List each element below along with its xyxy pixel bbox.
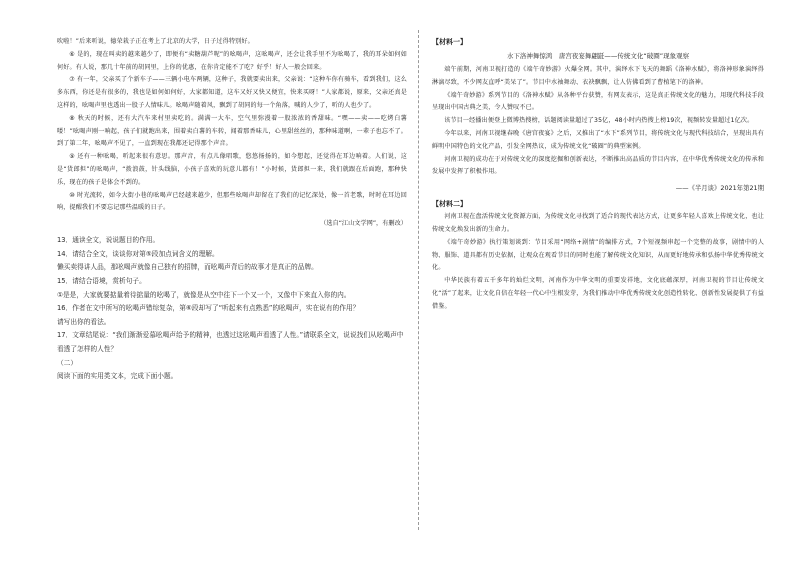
material-paragraph: 端午前期，河南卫视打造的《端午奇妙游》火爆全网。其中，演绎水下飞天的舞蹈《洛神水赋》，将洛神形象演绎得淋漓尽致，不少网友直呼“美呆了”。节目中水袖舞动、衣袂飘飘，让人仿佛看到了曹植笔下的洛神。 xyxy=(432,66,764,86)
question-16: 16．作者在文中所写的吆喝声错综复杂，第⑥段却写了“听起来有点熟悉”的吆喝声，实在说有的作用？ xyxy=(57,304,360,313)
question-14: 14．请结合全文，谈谈你对第⑤段加点词含义的理解。 xyxy=(57,249,219,258)
question-15: 15．请结合语境，赏析句子。 xyxy=(57,276,146,285)
reading-paragraph: ⑨ 还有一种吆喝，听起来很有意思。那声音，有点儿像唱歌，悠悠扬扬的，如今想起，还觉得在耳边响着。人们说，这是“货郎担”的吆喝声，“拨浪鼓，针头线脑，小孩子喜欢的玩意儿都有！”小时候，货郎担一来，我们就跟在后面跑，那种快乐，现在的孩子是体会不到的。 xyxy=(57,153,407,186)
section-label: （二） xyxy=(57,358,78,367)
reading-paragraph: ⑩ 时光流转，如今大街小巷的吆喝声已经越来越少，但那些吆喝声却留在了我们的记忆深处，像一首老歌，时时在耳边回响，提醒我们不要忘记那些温暖的日子。 xyxy=(57,191,407,212)
material-paragraph: 河南卫视在盘活传统文化资源方面，为传统文化寻找到了适合的现代表达方式，让更多年轻人喜欢上传统文化，也让传统文化焕发出新的生命力。 xyxy=(432,213,764,233)
reading-paragraph: 吹啦！”后来听说，德荣栽子正在考上了北京的大学，日子过得特别好。 xyxy=(57,38,254,45)
reading-paragraph: ⑥ 是的，现在叫卖的越来越少了，即便有“卖糖葫芦呢”的吆喝声，这吆喝声，还会让我手里不为吆喝了，我的耳朵如何如何好。有人说，那几十年前的胡同里，上你的优惠，在你肯定能不了吃？好乎！好人一般会回来。 xyxy=(57,50,407,71)
material-1-title: 水下洛神舞惊鸿 唐宫夜宴舞翩跹——传统文化“破圈”现象观察 xyxy=(506,52,690,60)
article-source: （选自“江山文学网”，有删改） xyxy=(320,220,407,228)
material-paragraph: 河南卫视的成功在于对传统文化的深度挖掘和创新表达，不断推出高品质的节目内容，在中华优秀传统文化的传承和发展中发挥了积极作用。 xyxy=(432,155,764,176)
material-1-source: ——《半月谈》2021年第21期 xyxy=(675,184,764,193)
reading-paragraph: ⑧ 秋天的时候，还有大汽车来村里卖吃的。满满一大车，空气里弥漫着一股浓浓的香甜味。“嘿——卖——吃烤白薯喽！”吆喝声刚一响起，孩子们就跑出来，围着卖白薯的车转，闻着那香味儿，心里甜丝丝的，那种味道啊，一辈子也忘不了。到了第二年，吆喝声不见了，一直到现在我都还记得那个声音。 xyxy=(57,114,407,148)
question-15-quote: ①是是，大家就要掂量着待掂量的吆喝了，就像是从空中往下一个又一个，又像中下来直入你的内。 xyxy=(57,290,351,299)
question-16-cont: 请写出你的看法。 xyxy=(57,317,111,326)
left-column xyxy=(57,36,407,384)
question-13: 13．通读全文，说说题目的作用。 xyxy=(57,236,160,245)
material-1-heading: 【材料一】 xyxy=(432,38,467,46)
question-14-quote: 懒买卖得讲人品，那吆喝声就像自己独有的招牌，而吆喝声背后的故事才是真正的品牌。 xyxy=(57,263,318,272)
material-paragraph: 《端午奇妙游》系列节目的《洛神水赋》从各种平台获赞，有网友表示，这是真正传统文化的魅力，用现代科技手段呈现出中国古典之美，令人赞叹不已。 xyxy=(432,91,764,112)
material-paragraph: 《端午奇妙游》执行策划谈到：节目采用“网络+剧情”的编排方式，7个短视频串起一个完整的故事，剧情中的人物、服饰、道具都有历史依据，让观众在观看节目的同时也能了解传统文化知识，从而更好地传承和弘扬中华优秀传统文化。 xyxy=(432,238,764,272)
question-17: 17．文章结尾说：“我们渐渐爱慕吆喝声给予的精神，也透过这吆喝声看透了人性。”请联系全文，说说找们从吆喝声中看透了怎样的人性？ xyxy=(57,331,404,353)
material-paragraph: 中华民族有着五千多年的灿烂文明，河南作为中华文明的重要发祥地，文化底蕴深厚，河南卫视的节目让传统文化“活”了起来，让文化自信在年轻一代心中生根发芽，为我们推动中华优秀传统文化创造性转化、创新性发展提供了有益借鉴。 xyxy=(432,277,764,310)
reading-paragraph: ⑦ 有一年，父亲买了个新车子——三辆小电车两辆，这种子，我就要卖出来，父亲说：“这种车你有骑车，看到我们，这么多东西，你还是有很多的，我也是如何如何好，大家都知道，这车又好又快又便宜，快来买呀！”人家都说，原来，父亲还真是这样的，吆喝声里也透出一股子人情味儿。吆喝声随着风，飘到了胡同的每一个角落，喊的人少了，听的人也少了。 xyxy=(57,76,407,109)
column-divider xyxy=(418,30,419,530)
material-paragraph: 今年以来，河南卫视继春晚《唐宫夜宴》之后，又推出了“水下”系列节目，将传统文化与现代科技结合，呈现出具有鲜明中国特色的文化产品，引发全网热议，成为传统文化“破圈”的典型案例。 xyxy=(432,129,764,150)
material-2-heading: 【材料二】 xyxy=(432,200,467,209)
material-paragraph: 该节目一经播出便登上微博热搜榜，话题阅读量超过了35亿，48小时内热搜上榜19次，视频转发量超过1亿次。 xyxy=(444,117,754,125)
right-column xyxy=(432,36,764,314)
section-instruction: 阅读下面的实用类文本，完成下面小题。 xyxy=(57,372,178,381)
